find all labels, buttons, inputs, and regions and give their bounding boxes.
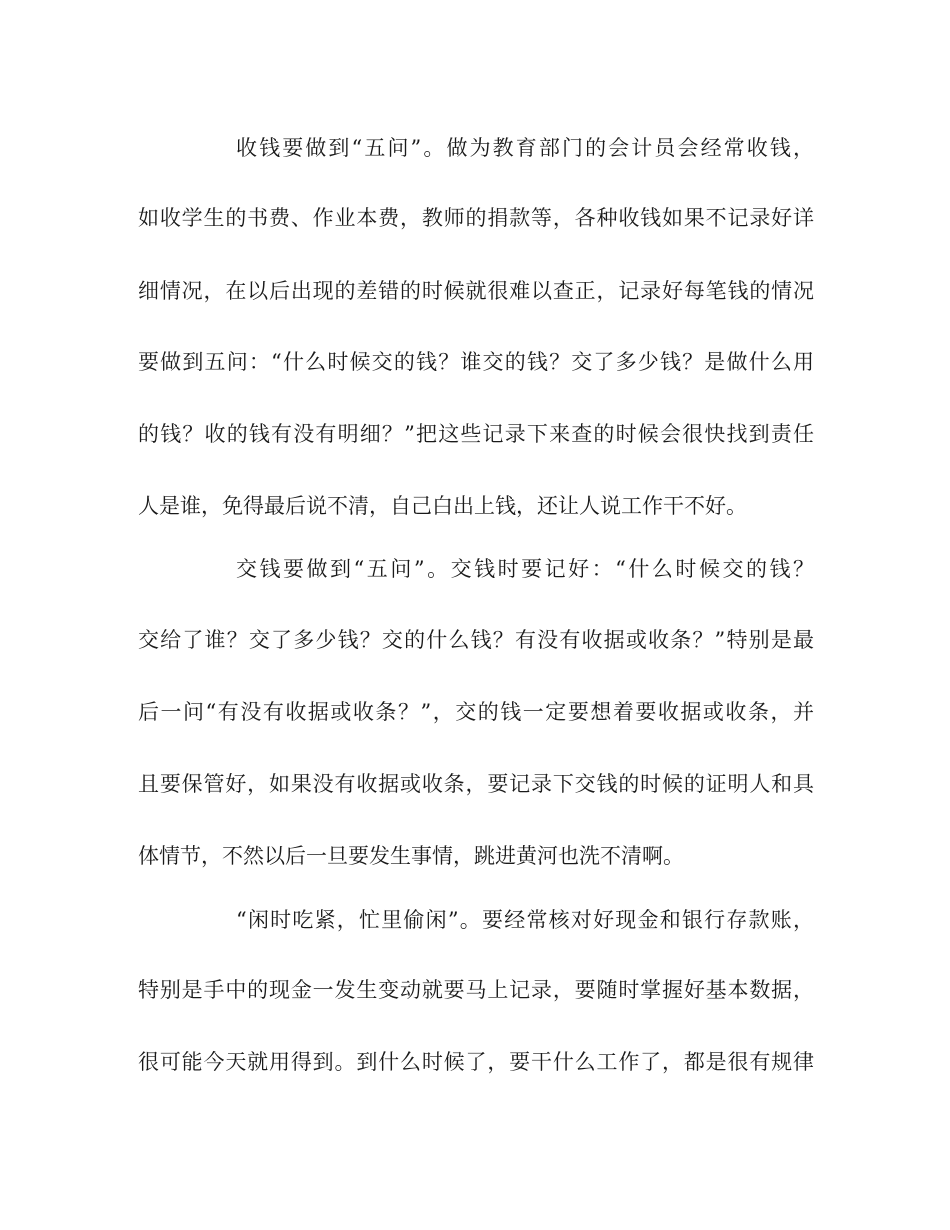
paragraph-2-line-4: 且要保管好，如果没有收据或收条，要记录下交钱的时候的证明人和具: [138, 772, 814, 796]
paragraph-2-line-2: 交给了谁？交了多少钱？交的什么钱？有没有收据或收条？”特别是最: [138, 628, 814, 652]
paragraph-1-line-3: 细情况，在以后出现的差错的时候就很难以查正，记录好每笔钱的情况: [138, 279, 814, 303]
paragraph-2-line-3: 后一问“有没有收据或收条？”，交的钱一定要想着要收据或收条，并: [138, 700, 814, 724]
paragraph-3-line-2: 特别是手中的现金一发生变动就要马上记录，要随时掌握好基本数据，: [138, 978, 814, 1002]
paragraph-1-line-6: 人是谁，免得最后说不清，自己白出上钱，还让人说工作干不好。: [138, 494, 747, 518]
paragraph-3-line-1: “闲时吃紧，忙里偷闲”。要经常核对好现金和银行存款账，: [236, 908, 814, 932]
paragraph-2-line-1: 交钱要做到“五问”。交钱时要记好：“什么时候交的钱？: [236, 557, 814, 581]
paragraph-1-line-4: 要做到五问：“什么时候交的钱？谁交的钱？交了多少钱？是做什么用: [138, 350, 814, 374]
paragraph-1-line-5: 的钱？收的钱有没有明细？”把这些记录下来查的时候会很快找到责任: [138, 422, 814, 446]
paragraph-1-line-1: 收钱要做到“五问”。做为教育部门的会计员会经常收钱，: [236, 136, 814, 160]
paragraph-3-line-3: 很可能今天就用得到。到什么时候了，要干什么工作了，都是很有规律: [138, 1050, 814, 1074]
paragraph-2-line-5: 体情节，不然以后一旦要发生事情，跳进黄河也洗不清啊。: [138, 844, 684, 868]
paragraph-1-line-2: 如收学生的书费、作业本费，教师的捐款等，各种收钱如果不记录好详: [138, 206, 814, 230]
